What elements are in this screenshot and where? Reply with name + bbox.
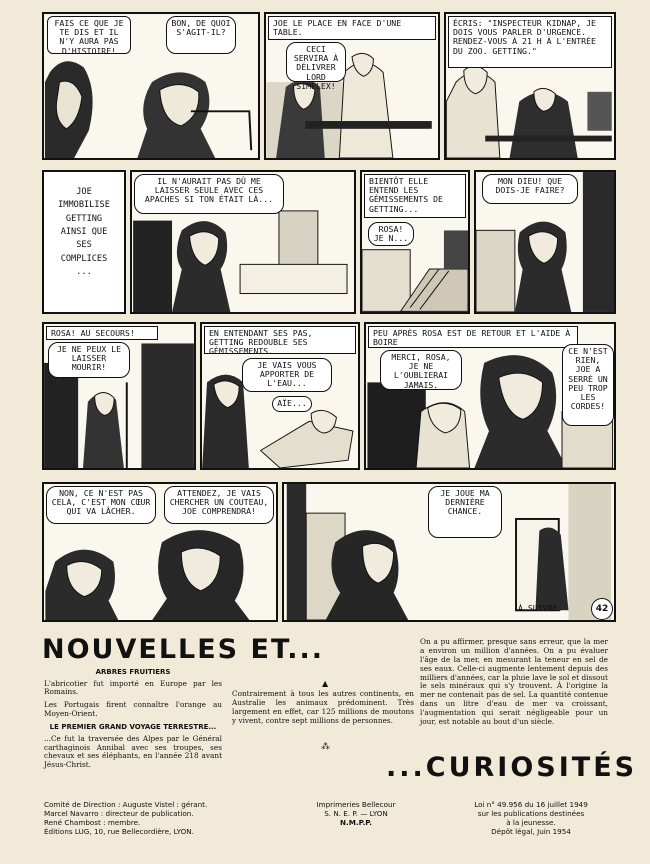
speech-bubble: NON, CE N'EST PAS CELA, C'EST MON CŒUR QUI VA LÂCHER. <box>46 486 156 524</box>
speech-bubble: CE N'EST RIEN, JOE A SERRÉ UN PEU TROP LES CORDES! <box>562 344 614 426</box>
panel-4-1 <box>42 482 278 622</box>
speech-bubble: ATTENDEZ, JE VAIS CHERCHER UN COUTEAU, JOE COMPRENDRA! <box>164 486 274 524</box>
article-title-right: ...CURIOSITÉS <box>386 752 638 783</box>
paragraph: Contrairement à tous les autres continents, en Australie les animaux prédominent. Très largement en effet, car 125 millions de moutons y vivent, contre sept millions de personnes. <box>232 689 414 725</box>
panel-3-2 <box>200 322 360 470</box>
distributor: N.M.P.P. <box>340 818 372 827</box>
paragraph: L'abricotier fut importé en Europe par les Romains. <box>44 678 222 697</box>
column-fruit-trees <box>44 668 222 774</box>
footer-legal: Loi n° 49.956 du 16 juillet 1949 sur les publications destinées à la jeunesse. Dépôt légal, Juin 1954 <box>474 800 588 836</box>
article-title-left: NOUVELLES ET... <box>42 634 325 665</box>
column-sea-age <box>420 638 608 731</box>
panel-1-2 <box>264 12 440 160</box>
ornament-icon: ⁂ <box>321 742 330 752</box>
narration-caption: JOE LE PLACE EN FACE D'UNE TABLE. <box>268 16 436 40</box>
narration-caption: À SUIVRE. <box>518 603 563 613</box>
narration-caption: ÉCRIS: "INSPECTEUR KIDNAP, JE DOIS VOUS PARLER D'URGENCE. RENDEZ-VOUS À 21 H À L'ENTRÉE DU ZOO. GETTING." <box>448 16 612 68</box>
section-heading: LE PREMIER GRAND VOYAGE TERRESTRE... <box>49 723 217 732</box>
speech-bubble: JE NE PEUX LE LAISSER MOURIR! <box>48 342 130 378</box>
narration-caption: EN ENTENDANT SES PAS, GETTING REDOUBLE SES GÉMISSEMENTS. <box>204 326 356 354</box>
paragraph: On a pu affirmer, presque sans erreur, que la mer a environ un million d'années. On a pu évaluer l'âge de la mer, en mesurant la teneur en sel de ses eaux. Celle-ci augmente lentement depuis des milliers d'années, car la pluie lave le sol et dissout le sels minéraux qui s'y trouvent. À l'origine la mer ne contenait pas de sel. La quantité contenue dans un litre d'eau de mer va croissant, l'augmentation qui serait négligeable pour un jour, est notable au bout d'un siècle. <box>420 637 608 727</box>
ornament-icon: ▲ <box>322 679 329 688</box>
speech-bubble: IL N'AURAIT PAS DÛ ME LAISSER SEULE AVEC CES APACHES SI TON ÉTAIT LÀ... <box>134 174 284 214</box>
section-heading: ARBRES FRUITIERS <box>95 668 171 676</box>
panel-2-1 <box>42 170 126 314</box>
printer-info: Imprimeries Bellecour S. N. E. P. — LYON <box>316 800 396 818</box>
page-number: 42 <box>591 598 613 620</box>
panel-2-3 <box>360 170 470 314</box>
paragraph: Les Portugais firent connaître l'orange au Moyen-Orient. <box>44 700 222 719</box>
speech-bubble: MERCI, ROSA, JE NE L'OUBLIERAI JAMAIS. <box>380 350 462 390</box>
speech-bubble: JE VAIS VOUS APPORTER DE L'EAU... <box>242 358 332 392</box>
speech-bubble: BON, DE QUOI S'AGIT-IL? <box>166 16 236 54</box>
speech-bubble: MON DIEU! QUE DOIS-JE FAIRE? <box>482 174 578 204</box>
narration-caption: PEU APRÈS ROSA EST DE RETOUR ET L'AIDE À BOIRE <box>368 326 578 348</box>
speech-bubble: CECI SERVIRA À DÉLIVRER LORD SIMPLEX! <box>286 42 346 82</box>
speech-bubble: AÏE... <box>272 396 312 412</box>
panel-1-1 <box>42 12 260 160</box>
paragraph: ...Ce fut la traversée des Alpes par le Général carthaginois Annibal avec ses troupes, ses chevaux et ses éléphants, en l'année 218 avant Jésus-Christ. <box>44 733 222 770</box>
footer-printer <box>296 800 416 827</box>
footer-credits: Comité de Direction : Auguste Vistel : gérant. Marcel Navarro : directeur de publication. René Chambost : membre. Éditions LUG, 10, rue Bellecordière, LYON. <box>44 800 208 836</box>
panel-3-1 <box>42 322 196 470</box>
speech-bubble: ROSA! JE N... <box>368 222 414 246</box>
panel-4-2 <box>282 482 616 622</box>
speech-bubble: FAIS CE QUE JE TE DIS ET IL N'Y AURA PAS D'HISTOIRE! <box>47 16 131 54</box>
panel-1-3 <box>444 12 616 160</box>
column-australia <box>232 690 414 730</box>
panel-2-2 <box>130 170 356 314</box>
narration-caption: BIENTÔT ELLE ENTEND LES GÉMISSEMENTS DE GETTING... <box>364 174 466 218</box>
speech-bubble: JE JOUE MA DERNIÈRE CHANCE. <box>428 486 502 538</box>
narration-caption: JOE IMMOBILISE GETTING AINSI QUE SES COMPLICES ... <box>52 184 116 292</box>
narration-caption: ROSA! AU SECOURS! <box>46 326 158 340</box>
panel-3-3 <box>364 322 616 470</box>
panel-2-4 <box>474 170 616 314</box>
